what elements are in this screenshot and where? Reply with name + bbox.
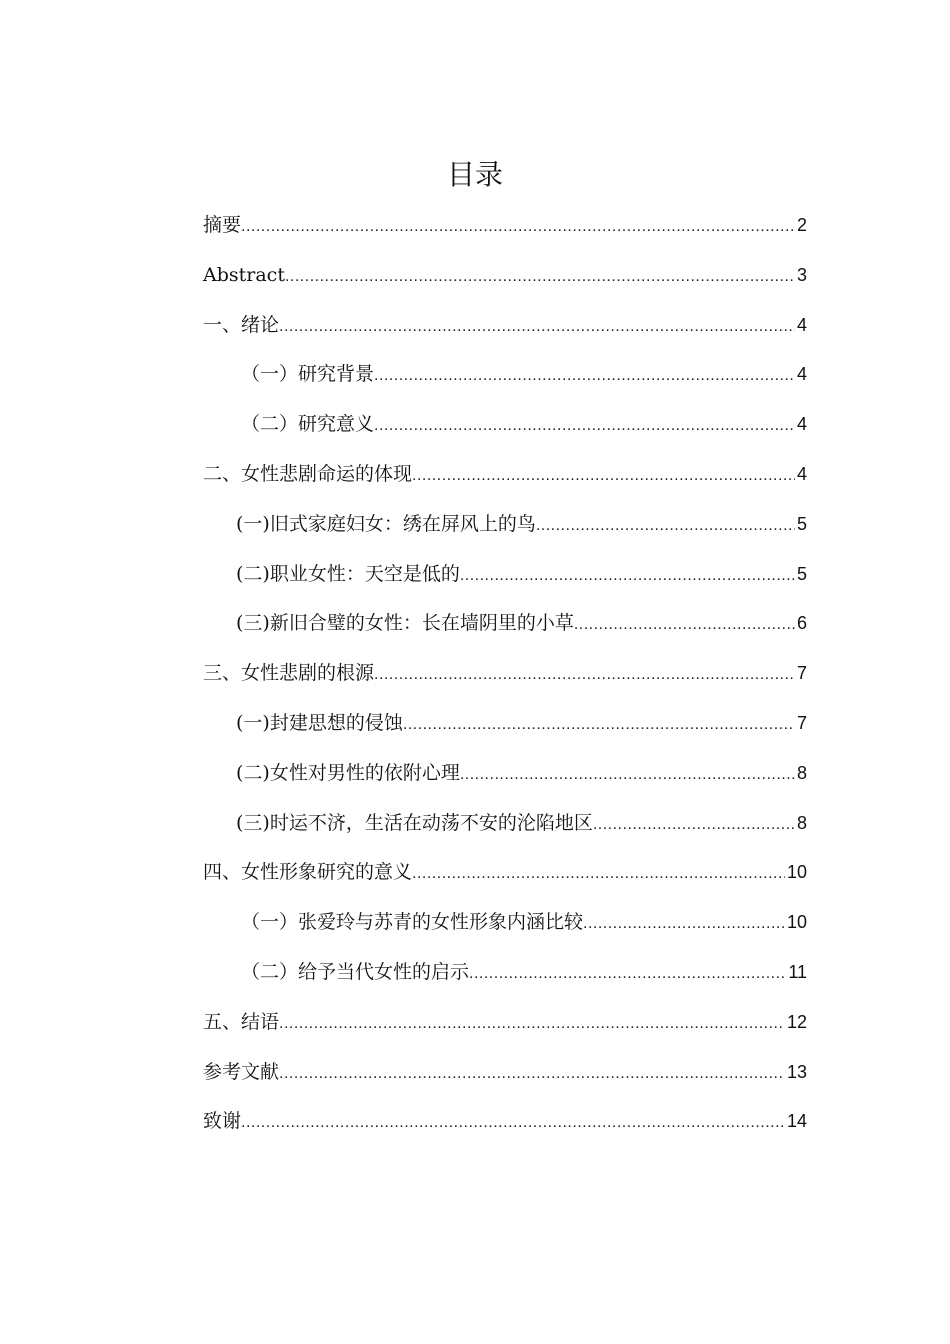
toc-entry[interactable] (203, 354, 807, 404)
toc-entry-page: 7 (796, 712, 807, 733)
toc-title: 目录 (446, 158, 503, 191)
toc-entry-label: 四、女性形象研究的意义 (203, 861, 413, 884)
toc-entry-label: (三)时运不济，生活在动荡不安的沦陷地区 (236, 811, 593, 834)
toc-leader-dots (412, 854, 785, 894)
toc-leader-dots (374, 406, 795, 446)
toc-entry-page: 4 (796, 414, 807, 435)
toc-leader-dots (469, 954, 786, 994)
toc-entry-page: 4 (796, 364, 807, 385)
toc-entry-page: 8 (796, 812, 807, 833)
toc-leader-dots (241, 207, 795, 247)
toc-leader-dots (374, 655, 795, 695)
toc-entry-page: 10 (786, 912, 807, 933)
toc-leader-dots (285, 257, 795, 297)
toc-entry-page: 8 (796, 762, 807, 783)
toc-entry-label: (二)职业女性：天空是低的 (236, 562, 460, 585)
toc-leader-dots (460, 755, 795, 795)
toc-entry[interactable] (203, 454, 807, 504)
toc-entry[interactable] (203, 1052, 807, 1102)
toc-entry-page: 5 (796, 513, 807, 534)
toc-entry[interactable] (203, 554, 807, 604)
toc-entry-page: 13 (786, 1061, 807, 1082)
toc-entry-page: 2 (796, 215, 807, 235)
toc-entry-page: 10 (786, 862, 807, 883)
toc-leader-dots (279, 1004, 785, 1044)
toc-entry-label: （一）研究背景 (241, 363, 375, 386)
toc-entry[interactable] (203, 255, 807, 305)
toc-entry[interactable] (203, 653, 807, 703)
toc-leader-dots (412, 456, 795, 496)
toc-entry-page: 6 (796, 613, 807, 634)
toc-entry-page: 7 (796, 663, 807, 684)
toc-entry[interactable] (203, 504, 807, 554)
toc-entry-label: 二、女性悲剧命运的体现 (203, 462, 413, 485)
toc-entry-label: 三、女性悲剧的根源 (203, 662, 375, 685)
toc-entry[interactable] (203, 803, 807, 853)
toc-entry[interactable] (203, 703, 807, 753)
toc-leader-dots (536, 506, 795, 546)
toc-entry-label: (二)女性对男性的依附心理 (236, 761, 460, 784)
toc-list (203, 205, 807, 1151)
toc-entry-page: 3 (796, 264, 807, 285)
toc-entry-page: 5 (796, 563, 807, 584)
toc-leader-dots (460, 556, 795, 596)
toc-leader-dots (374, 356, 795, 396)
toc-entry-label: （一）张爱玲与苏青的女性形象内涵比较 (241, 911, 584, 934)
toc-entry[interactable] (203, 852, 807, 902)
toc-leader-dots (241, 1103, 785, 1143)
toc-entry-label: （二）研究意义 (241, 413, 375, 436)
toc-entry-page: 11 (788, 961, 807, 982)
toc-entry[interactable] (203, 902, 807, 952)
toc-entry-label: (一)封建思想的侵蚀 (236, 711, 403, 734)
toc-leader-dots (574, 605, 795, 645)
toc-entry[interactable] (203, 404, 807, 454)
toc-entry-page: 12 (786, 1011, 807, 1032)
toc-entry[interactable] (203, 603, 807, 653)
toc-leader-dots (593, 805, 795, 845)
toc-leader-dots (583, 904, 785, 944)
toc-leader-dots (403, 705, 795, 745)
toc-entry-label: （二）给予当代女性的启示 (241, 960, 470, 983)
toc-entry-label: (一)旧式家庭妇女：绣在屏风上的鸟 (236, 512, 536, 535)
toc-entry-label: (三)新旧合璧的女性：长在墙阴里的小草 (236, 612, 574, 635)
toc-leader-dots (279, 1054, 785, 1094)
toc-entry[interactable] (203, 753, 807, 803)
toc-entry-label: 一、绪论 (203, 313, 280, 336)
toc-entry[interactable] (203, 1002, 807, 1052)
toc-entry[interactable] (203, 305, 807, 355)
toc-entry[interactable] (203, 1101, 807, 1151)
toc-entry-label: Abstract (203, 263, 285, 286)
toc-entry[interactable] (203, 205, 807, 255)
toc-entry-label: 致谢 (203, 1110, 242, 1133)
toc-leader-dots (279, 307, 795, 347)
toc-entry-label: 参考文献 (203, 1060, 280, 1083)
toc-entry-label: 摘要 (203, 214, 242, 236)
toc-entry-label: 五、结语 (203, 1010, 280, 1033)
toc-entry-page: 4 (796, 314, 807, 335)
toc-entry[interactable] (203, 952, 807, 1002)
toc-entry-page: 4 (796, 463, 807, 484)
toc-entry-page: 14 (786, 1111, 807, 1132)
